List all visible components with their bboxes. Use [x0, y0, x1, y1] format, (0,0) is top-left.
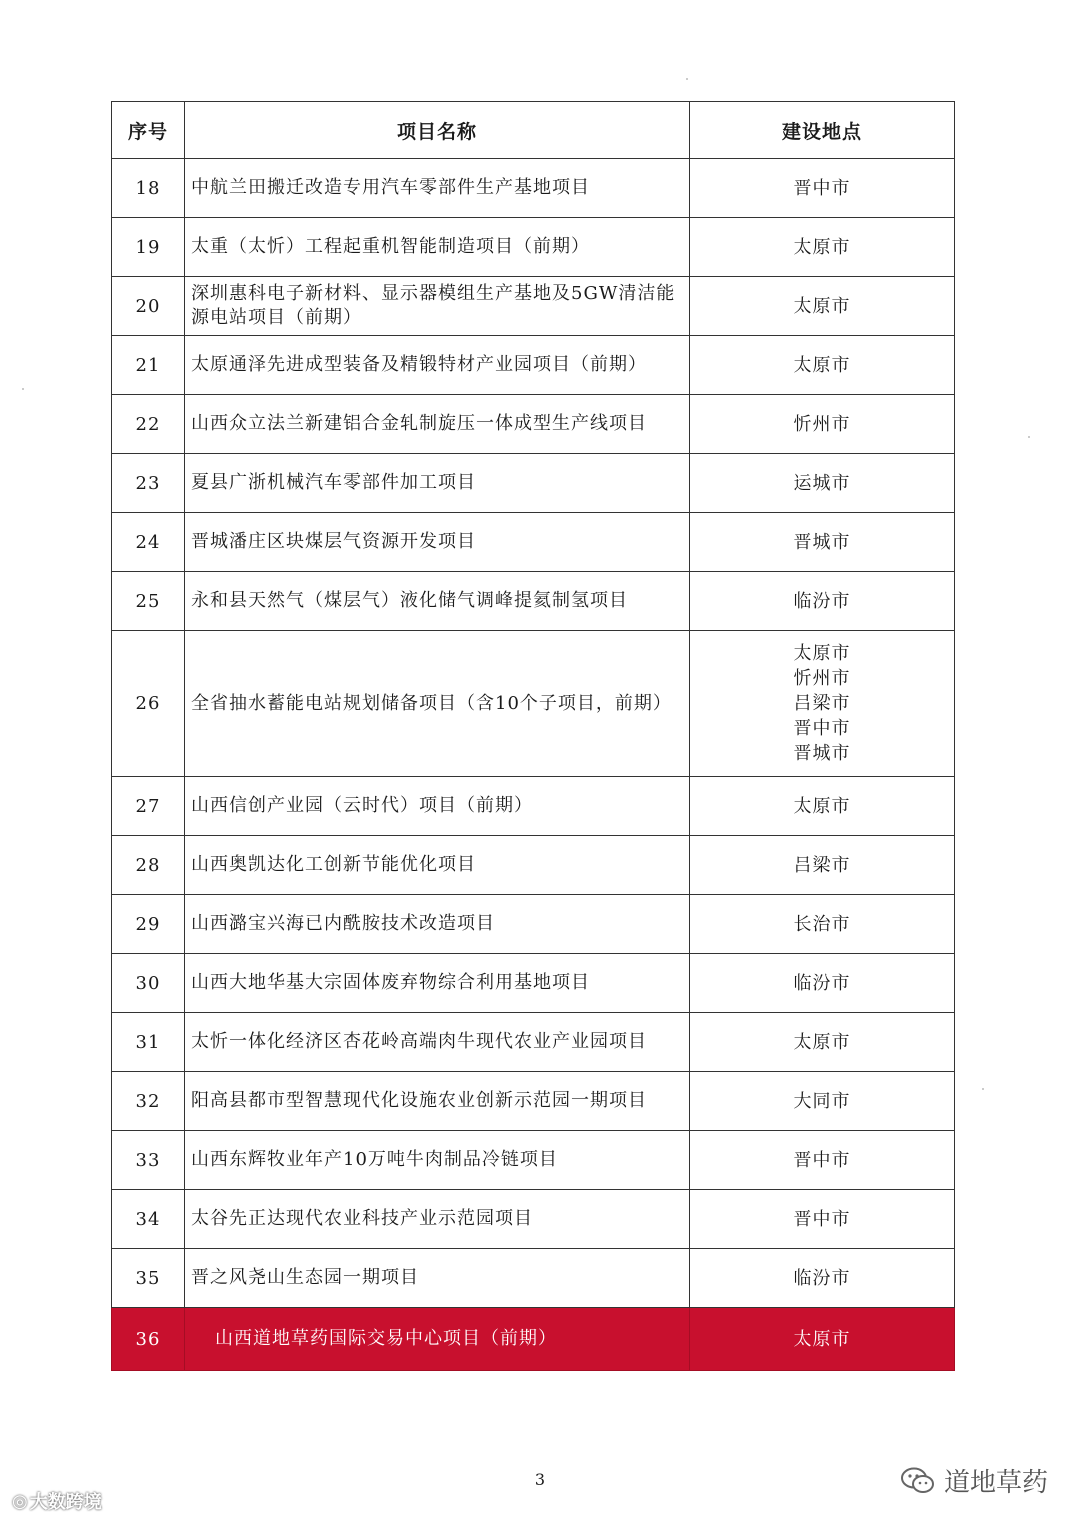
- location-name: 太原市: [793, 643, 851, 664]
- row-number: 33: [112, 1131, 185, 1190]
- table-row: [112, 1072, 955, 1131]
- row-project-name: 夏县广浙机械汽车零部件加工项目: [185, 454, 690, 513]
- row-project-name: 阳高县都市型智慧现代化设施农业创新示范园一期项目: [185, 1072, 690, 1131]
- location-name: 临汾市: [793, 590, 851, 612]
- row-location: [690, 777, 955, 836]
- watermark-left-text: 大数跨境: [29, 1492, 102, 1513]
- row-location: [690, 836, 955, 895]
- row-project-name: 晋城潘庄区块煤层气资源开发项目: [185, 513, 690, 572]
- row-project-name: 永和县天然气（煤层气）液化储气调峰提氦制氢项目: [185, 572, 690, 631]
- row-location: [690, 218, 955, 277]
- location-name: 吕梁市: [793, 854, 851, 876]
- row-number: 31: [112, 1013, 185, 1072]
- row-project-name: 山西东辉牧业年产10万吨牛肉制品冷链项目: [185, 1131, 690, 1190]
- table-body: [112, 159, 955, 1371]
- table-row: [112, 395, 955, 454]
- location-name: 晋城市: [793, 531, 851, 553]
- row-project-name: 太原通泽先进成型装备及精锻特材产业园项目（前期）: [185, 336, 690, 395]
- row-project-name: 全省抽水蓄能电站规划储备项目（含10个子项目，前期）: [185, 631, 690, 777]
- row-project-name: 山西信创产业园（云时代）项目（前期）: [185, 777, 690, 836]
- table-row: [112, 895, 955, 954]
- location-name: 运城市: [793, 472, 851, 494]
- location-name: 太原市: [793, 795, 851, 817]
- row-project-name: 太重（太忻）工程起重机智能制造项目（前期）: [185, 218, 690, 277]
- wechat-icon: [900, 1466, 936, 1496]
- row-number: 27: [112, 777, 185, 836]
- row-location: [690, 1131, 955, 1190]
- row-location: [690, 1072, 955, 1131]
- table-row: [112, 954, 955, 1013]
- row-number: 26: [112, 631, 185, 777]
- header-number: 序号: [112, 102, 185, 159]
- row-number: 24: [112, 513, 185, 572]
- row-project-name: 山西潞宝兴海已内酰胺技术改造项目: [185, 895, 690, 954]
- row-number: 34: [112, 1190, 185, 1249]
- row-project-name: 太谷先正达现代农业科技产业示范园项目: [185, 1190, 690, 1249]
- location-name: 太原市: [793, 295, 851, 317]
- watermark-right-text: 道地草药: [944, 1468, 1049, 1498]
- row-number: 35: [112, 1249, 185, 1308]
- row-number: 25: [112, 572, 185, 631]
- row-project-name: 山西众立法兰新建铝合金轧制旋压一体成型生产线项目: [185, 395, 690, 454]
- table-row: [112, 1249, 955, 1308]
- scan-speck: [686, 78, 688, 80]
- location-name: 太原市: [793, 236, 851, 258]
- location-name: 吕梁市: [793, 693, 851, 714]
- row-number: 18: [112, 159, 185, 218]
- table-row: [112, 777, 955, 836]
- row-number: 19: [112, 218, 185, 277]
- row-number: 32: [112, 1072, 185, 1131]
- header-name: 项目名称: [185, 102, 690, 159]
- row-number: 28: [112, 836, 185, 895]
- row-location: [690, 1308, 955, 1371]
- row-number: 22: [112, 395, 185, 454]
- location-name: 晋中市: [793, 1208, 851, 1230]
- table-row: [112, 572, 955, 631]
- location-name: 太原市: [793, 1328, 851, 1350]
- location-name: 太原市: [793, 354, 851, 376]
- logo-icon: ◎: [12, 1490, 28, 1512]
- row-project-name: 山西道地草药国际交易中心项目（前期）: [185, 1308, 690, 1371]
- row-project-name: 山西大地华基大宗固体废弃物综合利用基地项目: [185, 954, 690, 1013]
- location-name: 临汾市: [793, 972, 851, 994]
- row-location: [690, 572, 955, 631]
- location-name: 忻州市: [793, 413, 851, 435]
- scan-speck: [1028, 436, 1030, 438]
- location-name: 晋中市: [793, 1149, 851, 1171]
- location-name: 长治市: [793, 913, 851, 935]
- watermark-right: [900, 1462, 1048, 1499]
- row-project-name: 太忻一体化经济区杏花岭高端肉牛现代农业产业园项目: [185, 1013, 690, 1072]
- scan-speck: [22, 388, 24, 390]
- table-row: [112, 277, 955, 336]
- location-name: 晋中市: [793, 177, 851, 199]
- row-number: 36: [112, 1308, 185, 1371]
- table-row: [112, 1308, 955, 1371]
- location-name: 太原市: [793, 1031, 851, 1053]
- table-row: [112, 836, 955, 895]
- row-location: [690, 631, 955, 777]
- row-location: [690, 1013, 955, 1072]
- row-location: [690, 954, 955, 1013]
- row-location: [690, 895, 955, 954]
- table-row: [112, 1131, 955, 1190]
- table-row: [112, 336, 955, 395]
- row-location: [690, 454, 955, 513]
- table-row: [112, 513, 955, 572]
- row-project-name: 山西奥凯达化工创新节能优化项目: [185, 836, 690, 895]
- project-table: [111, 101, 955, 1371]
- row-location: [690, 277, 955, 336]
- table-header-row: [112, 102, 955, 159]
- row-location: [690, 159, 955, 218]
- location-name: 晋城市: [793, 743, 851, 764]
- table-row: [112, 631, 955, 777]
- page-number: 3: [534, 1470, 546, 1489]
- table-row: [112, 1190, 955, 1249]
- row-location: [690, 513, 955, 572]
- row-number: 23: [112, 454, 185, 513]
- table-row: [112, 159, 955, 218]
- location-name: 大同市: [793, 1090, 851, 1112]
- row-number: 29: [112, 895, 185, 954]
- row-location: [690, 1249, 955, 1308]
- scan-speck: [982, 1088, 984, 1090]
- row-project-name: 晋之风尧山生态园一期项目: [185, 1249, 690, 1308]
- location-name: 临汾市: [793, 1267, 851, 1289]
- table-row: [112, 1013, 955, 1072]
- row-number: 21: [112, 336, 185, 395]
- location-name: 晋中市: [793, 718, 851, 739]
- watermark-left: [12, 1488, 102, 1514]
- table-row: [112, 454, 955, 513]
- row-project-name: 深圳惠科电子新材料、显示器模组生产基地及5GW清洁能源电站项目（前期）: [185, 277, 690, 336]
- row-location: [690, 395, 955, 454]
- location-name: 忻州市: [793, 668, 851, 689]
- row-number: 30: [112, 954, 185, 1013]
- row-location: [690, 336, 955, 395]
- table-row: [112, 218, 955, 277]
- row-location: [690, 1190, 955, 1249]
- row-number: 20: [112, 277, 185, 336]
- row-project-name: 中航兰田搬迁改造专用汽车零部件生产基地项目: [185, 159, 690, 218]
- header-location: 建设地点: [690, 102, 955, 159]
